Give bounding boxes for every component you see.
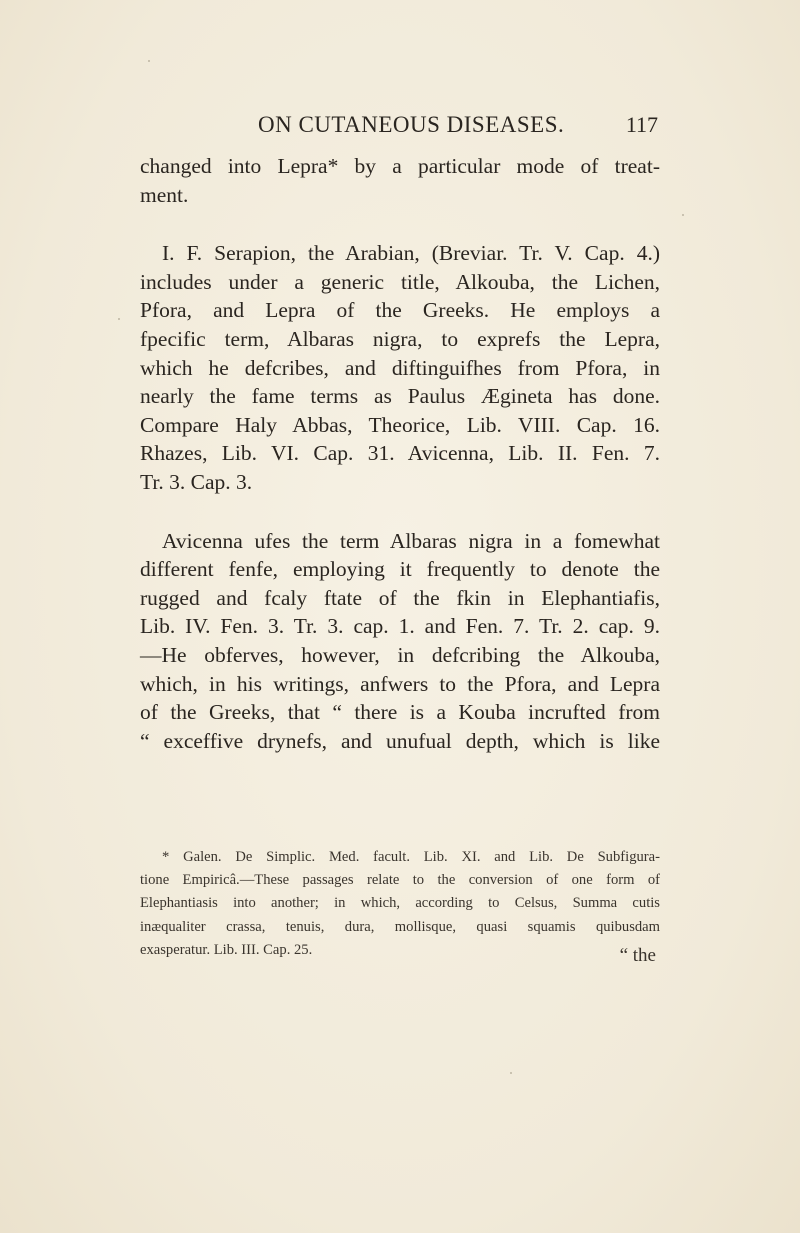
footnote-line: Elephantiasis into another; in which, according to Celsus, Summa cutis — [140, 895, 660, 912]
text-line: rugged and fcaly ftate of the fkin in Elephantiafis, — [140, 585, 660, 610]
body-text — [140, 152, 660, 755]
text-line: Rhazes, Lib. VI. Cap. 31. Avicenna, Lib. II. Fen. 7. — [140, 441, 660, 466]
footnote-line: * Galen. De Simplic. Med. facult. Lib. XI. and Lib. De Subfigura- — [162, 849, 660, 865]
text-line: Lib. IV. Fen. 3. Tr. 3. cap. 1. and Fen. 7. Tr. 2. cap. 9. — [140, 614, 660, 639]
footnote-line: exasperatur. Lib. III. Cap. 25. — [140, 941, 313, 958]
footnote-line: tione Empiricâ.—These passages relate to the conversion of one form of — [140, 872, 660, 889]
text-line: —He obferves, however, in defcribing the Alkouba, — [140, 642, 660, 667]
paper-speck — [148, 60, 150, 62]
paper-speck — [682, 214, 684, 216]
paper-speck — [118, 318, 120, 320]
text-line: Avicenna ufes the term Albaras nigra in a fomewhat — [162, 528, 660, 553]
paragraph-2 — [140, 239, 660, 496]
paragraph-3 — [140, 527, 660, 756]
paper-speck — [510, 1072, 512, 1074]
text-line: different fenfe, employing it frequently to denote the — [140, 557, 660, 582]
text-line: fpecific term, Albaras nigra, to exprefs the Lepra, — [140, 326, 660, 351]
text-line: I. F. Serapion, the Arabian, (Breviar. Tr. V. Cap. 4.) — [162, 241, 660, 266]
text-line: which he defcribes, and diftinguifhes from Pfora, in — [140, 355, 660, 380]
paragraph-1 — [140, 152, 660, 209]
text-line: Compare Haly Abbas, Theorice, Lib. VIII. Cap. 16. — [140, 412, 660, 437]
text-line: changed into Lepra* by a particular mode of treat- — [140, 154, 660, 178]
footnote — [140, 846, 660, 962]
running-title: ON CUTANEOUS DISEASES. — [258, 112, 565, 137]
footnote-line: inæqualiter crassa, tenuis, dura, mollisque, quasi squamis quibusdam — [140, 918, 660, 935]
text-line: which, in his writings, anfwers to the Pfora, and Lepra — [140, 671, 660, 696]
text-line: Pfora, and Lepra of the Greeks. He employs a — [140, 298, 660, 323]
running-head — [140, 112, 660, 142]
text-line: “ exceffive drynefs, and unufual depth, which is like — [140, 728, 660, 753]
catchword: “ the — [619, 945, 656, 966]
text-line: nearly the fame terms as Paulus Ægineta has done. — [140, 384, 660, 409]
page-number: 117 — [625, 112, 658, 137]
text-line: of the Greeks, that “ there is a Kouba incrufted from — [140, 700, 660, 725]
text-line: Tr. 3. Cap. 3. — [140, 469, 253, 494]
text-line: includes under a generic title, Alkouba, the Lichen, — [140, 269, 660, 294]
text-line: ment. — [140, 182, 189, 207]
